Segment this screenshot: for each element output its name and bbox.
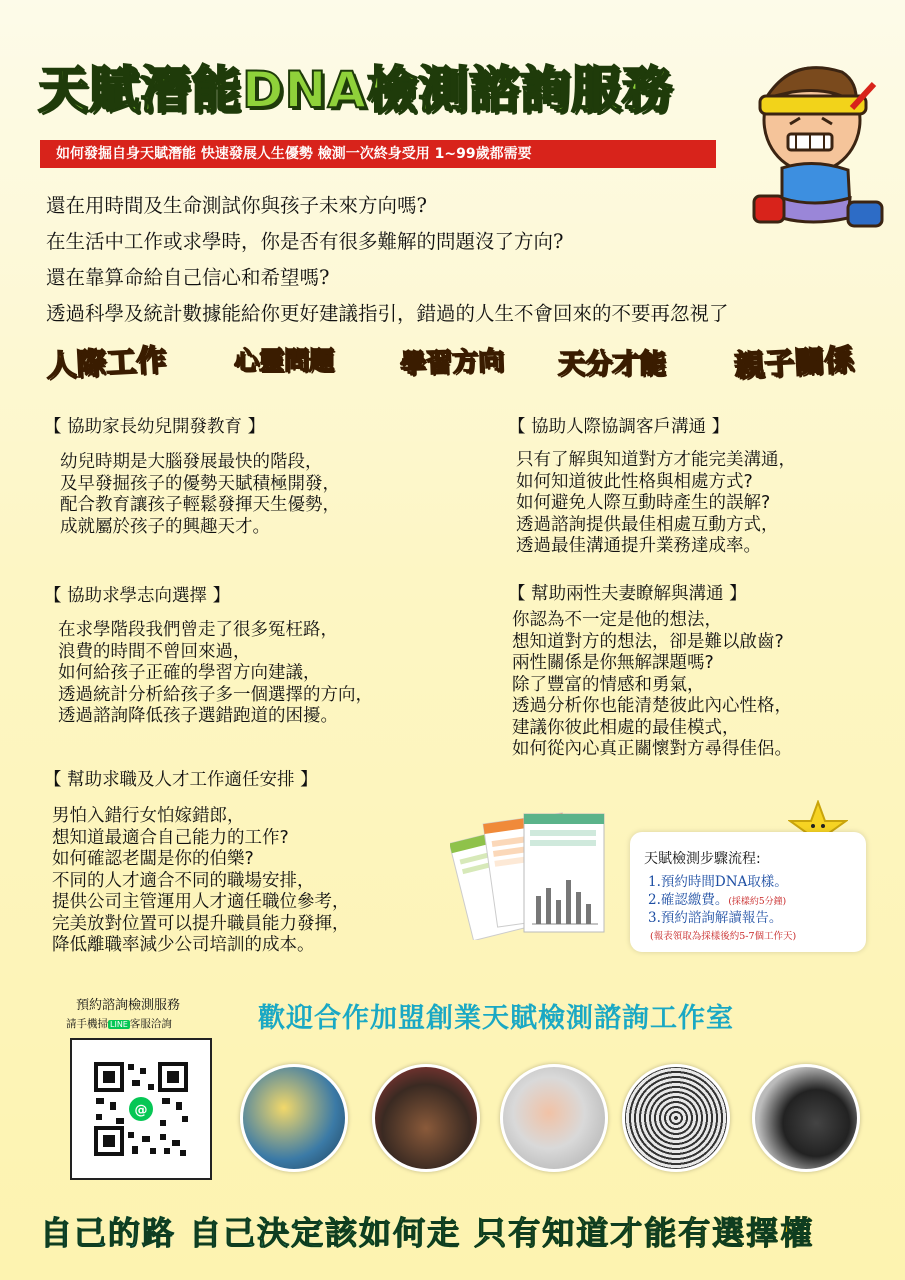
section-line: 完美放對位置可以提升職員能力發揮，: [52, 913, 350, 934]
section-line: 如何確認老闆是你的伯樂?: [52, 849, 254, 869]
qr-code[interactable]: [70, 1038, 212, 1180]
intro-line: 在生活中工作或求學時，你是否有很多難解的問題沒了方向?: [46, 230, 564, 253]
section-line: 建議你彼此相處的最佳模式，: [512, 717, 740, 738]
section-line: 幼兒時期是大腦發展最快的階段，: [60, 452, 323, 472]
intro-paragraph: [46, 188, 729, 332]
footer-slogan: 自己的路 自己決定該如何走 只有知道才能有選擇權: [40, 1208, 814, 1254]
section-line: 想知道最適合自己能力的工作?: [52, 827, 289, 848]
section-line: 男怕入錯行女怕嫁錯郎，: [52, 806, 245, 826]
section-line: 兩性關係是你無解課題嗎?: [512, 653, 714, 673]
section-line: 成就屬於孩子的興趣天才。: [60, 516, 270, 537]
section-line: 透過統計分析給孩子多一個選擇的方向，: [58, 684, 373, 705]
step-item: 3.預約諮詢解讀報告。: [648, 910, 783, 926]
section-body-study-direction: [58, 620, 373, 728]
qr-code-image: [72, 1040, 210, 1178]
subtitle-bar: 如何發掘自身天賦潛能 快速發展人生優勢 檢測一次終身受用 1~99歲都需要: [40, 140, 716, 168]
welcome-banner: 歡迎合作加盟創業天賦檢測諮詢工作室: [258, 1003, 734, 1034]
keyword-learning: 學習方向: [399, 346, 505, 380]
intro-line: 透過科學及統計數據能給你更好建議指引，錯過的人生不會回來的不要再忽視了: [46, 302, 729, 325]
section-line: 透過諮詢降低孩子選錯跑道的困擾。: [58, 706, 338, 726]
section-line: 配合教育讓孩子輕鬆發揮天生優勢，: [60, 495, 340, 515]
section-line: 如何從內心真正關懷對方尋得佳侶。: [512, 739, 792, 759]
keyword-talent: 天分才能: [558, 349, 666, 380]
section-line: 如何避免人際互動時產生的誤解?: [516, 493, 771, 513]
section-line: 在求學階段我們曾走了很多冤枉路，: [58, 620, 338, 640]
section-title-couples: 【 幫助兩性夫妻瞭解與溝通 】: [508, 584, 747, 604]
section-line: 透過諮詢提供最佳相處互動方式，: [516, 514, 779, 535]
contact-line-2: 請手機掃 LINE 客服洽詢: [66, 1018, 172, 1030]
line-badge: LINE: [110, 1020, 128, 1029]
section-line: 如何給孩子正確的學習方向建議，: [58, 663, 321, 683]
section-line: 你認為不一定是他的想法，: [512, 610, 722, 630]
step-item: 1.預約時間DNA取樣。: [648, 874, 788, 890]
section-line: 不同的人才適合不同的職場安排，: [52, 870, 315, 891]
keyword-interpersonal: 人際工作: [45, 342, 168, 385]
section-title-communication: 【 協助人際協調客戶溝通 】: [508, 417, 730, 437]
section-line: 降低離職率減少公司培訓的成本。: [52, 935, 315, 955]
report-documents-illustration: [450, 800, 610, 940]
keyword-parenting: 親子關係: [733, 342, 856, 385]
photo-consultation: [240, 1064, 348, 1172]
photo-fingerprint: [622, 1064, 730, 1172]
photo-classroom: [372, 1064, 480, 1172]
section-line: 想知道對方的想法，卻是難以啟齒?: [512, 631, 784, 652]
steps-footnote: (報表領取為採樣後約5-7個工作天): [650, 931, 797, 942]
section-title-career: 【 幫助求職及人才工作適任安排 】: [44, 770, 318, 790]
steps-title: 天賦檢測步驟流程:: [644, 851, 761, 867]
contact-line-1: 預約諮詢檢測服務: [76, 998, 181, 1013]
section-line: 透過最佳溝通提升業務達成率。: [516, 536, 761, 556]
intro-line: 還在靠算命給自己信心和希望嗎?: [46, 266, 330, 289]
section-title-study-direction: 【 協助求學志向選擇 】: [44, 586, 231, 606]
section-line: 透過分析你也能清楚彼此內心性格，: [512, 696, 792, 716]
section-title-early-education: 【 協助家長幼兒開發教育 】: [44, 417, 266, 437]
keyword-mind: 心靈問題: [234, 346, 335, 375]
section-body-communication: [516, 450, 796, 558]
step-item: 2.確認繳費。(採樣約5分鐘): [648, 892, 787, 908]
svg-text:@: @: [134, 1103, 148, 1118]
section-line: 如何知道彼此性格與相處方式?: [516, 471, 753, 492]
section-line: 只有了解與知道對方才能完美溝通，: [516, 450, 796, 470]
page-title: 天賦潛能DNA檢測諮詢服務: [38, 61, 674, 119]
section-line: 除了豐富的情感和勇氣，: [512, 674, 705, 695]
steps-panel: [630, 832, 866, 952]
section-body-career: [52, 806, 350, 957]
photo-fingertip: [500, 1064, 608, 1172]
photo-scanner-device: [752, 1064, 860, 1172]
section-line: 提供公司主管運用人才適任職位參考，: [52, 892, 350, 912]
section-body-early-education: [60, 452, 340, 538]
section-body-couples: [512, 610, 792, 761]
section-line: 浪費的時間不曾回來過，: [58, 641, 251, 662]
intro-line: 還在用時間及生命測試你與孩子未來方向嗎?: [46, 194, 427, 217]
running-boy-illustration: [752, 48, 888, 238]
section-line: 及早發掘孩子的優勢天賦積極開發，: [60, 473, 340, 494]
